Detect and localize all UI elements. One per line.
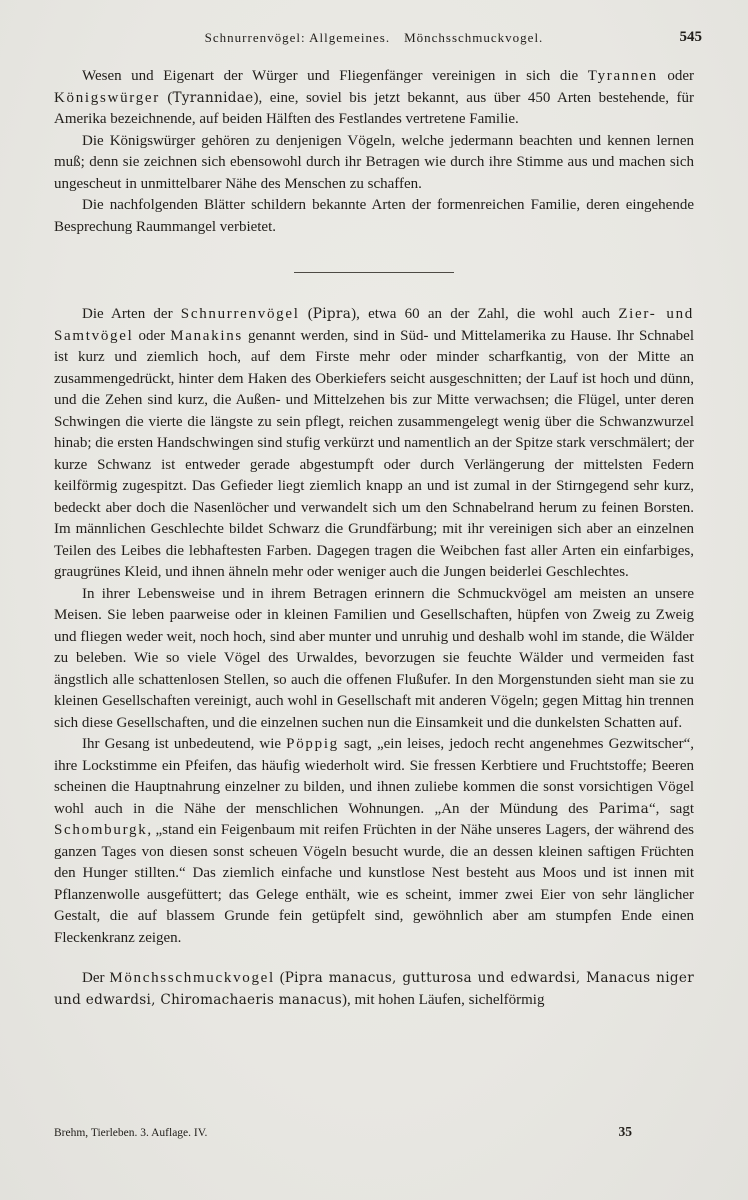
- text-run: ), etwa 60 an der Zahl, die wohl auch: [351, 306, 619, 322]
- text-run: In ihrer Lebensweise und in ihrem Betragen erinnern die Schmuckvögel am meisten an unsere Meisen. Sie leben paarweise oder in kleinen Familien und Gesellschaften, hüpfen von Zweig zu Zweig und fliegen weder weit, noch hoch, sind aber munter und unruhig und deshalb wohl im stande, die Wälder zu beleben. Wie so viele Vögel des Urwaldes, bevorzugen sie feuchte Wälder und vermeiden fast ängstlich alle schattenlosen Stellen, so auch die offenen Flußufer. In den Morgenstunden sieht man sie zu kleinen Gesellschaften vereinigt, auch wohl in Gesellschaft mit anderen Vögeln; gegen Mittag hin trennen sich diese Gesellschaften, und die einzelnen suchen nun die Einsamkeit und die dunkelsten Schatten auf.: [54, 585, 694, 731]
- text-run: (: [159, 89, 173, 106]
- page-number: 545: [679, 29, 702, 45]
- text-run: “, sagt: [649, 800, 694, 817]
- text-run: genannt werden, sind in Süd- und Mittelamerika zu Hause. Ihr Schnabel ist kurz und ziemlich hoch, auf dem Firste mehr oder minder scharfkantig, von der Mitte an zusammengedrückt, hinter dem Haken des Oberkiefers seicht ausgeschnitten; der Lauf ist hoch und dünn, und die Zehen sind kurz, die Außen- und Mittelzehen bis zur Mitte verwachsen; die Flügel, unter deren Schwingen die vierte die längste zu sein pflegt, reichen zusammengelegt wenig über die Schwanzwurzel hinab; die ersten Handschwingen sind stufig verkürzt und namentlich an der Spitze stark verschmälert; der kurze Schwanz ist entweder gerade abgestumpft oder durch Verlängerung der mittelsten Federn keilförmig zugespitzt. Das Gefieder liegt ziemlich knapp an und ist zumal in der Stirngegend sehr kurz, bedeckt aber doch die Nasenlöcher und verwandelt sich um den Schnabelrand herum zu feinen Borsten. Im männlichen Geschlechte bildet Schwarz die Grundfärbung; mit ihr vereinigen sich aber an einzelnen Teilen des Leibes die lebhaftesten Farben. Dagegen tragen die Weibchen fast aller Arten ein einfarbiges, graugrünes Kleid, und ihnen ähneln mehr oder weniger auch die Jungen beiderlei Geschlechtes.: [54, 327, 694, 580]
- text-run: Wesen und Eigenart der Würger und Fliegenfänger vereinigen in sich die: [82, 68, 588, 84]
- text-run: Schnurrenvögel: [180, 306, 300, 322]
- text-run: Die Königswürger gehören zu denjenigen Vögeln, welche jedermann beachten und kennen lernen muß; denn sie zeichnen sich ebensowohl durch ihr Betragen wie durch ihre Stimme aus und machen sich ungescheut in unmittelbarer Nähe des Menschen zu schaffen.: [54, 132, 694, 192]
- species-paragraph: [54, 968, 694, 1011]
- text-run: (: [274, 970, 285, 986]
- text-run: Die nachfolgenden Blätter schildern bekannte Arten der formenreichen Familie, deren eingehende Besprechung Raummangel verbietet.: [54, 197, 694, 235]
- section-divider: [294, 272, 454, 273]
- text-run: Parima: [598, 800, 649, 817]
- paragraph: [54, 304, 694, 584]
- text-run: sagt, „ein leises, jedoch recht angenehmes Gezwitscher“, ihre Lockstimme ein Pfeifen, das häufig wiederholt wird. Sie fressen Kerbtiere und Fruchtstoffe; Beeren scheinen die Hauptnahrung einzelner zu bilden, und ihnen zuliebe kommen die sonst vorsichtigen Vögel wohl auch in die Nähe der menschlichen Wohnungen. „An der Mündung des: [54, 736, 694, 817]
- text-run: , „stand ein Feigenbaum mit reifen Früchten in der Nähe unseres Lagers, der während des ganzen Tages von diesen sonst scheuen Vögeln besucht wurde, die an dessen kleinen saftigen Früchten den Hunger stillten.“ Das ziemlich einfache und kunstlose Nest besteht aus Moos und ist innen mit Pflanzenwolle ausgefüttert; das Gelege enthält, wie es scheint, immer zwei Eier von sehr länglicher Gestalt, die auf blassem Grunde fein getüpfelt sind, gewöhnlich aber am stumpfen Ende einen Fleckenkranz zeigen.: [54, 822, 694, 946]
- text-run: (: [299, 306, 313, 322]
- paragraph: [54, 584, 694, 735]
- footer-citation: Brehm, Tierleben. 3. Auflage. IV.: [54, 1127, 208, 1139]
- text-run: Tyrannidae: [172, 89, 254, 106]
- paragraph: [54, 734, 694, 949]
- text-run: ), mit hohen Läufen, sichelförmig: [342, 991, 545, 1008]
- signature-number: 35: [618, 1124, 632, 1139]
- text-run: Zier- und Samtvögel: [54, 306, 695, 344]
- text-run: Pöppig: [286, 736, 339, 752]
- text-run: Pipra manacus, gutturosa und edwardsi, Manacus niger und edwardsi, Chiromachaeris manacus: [54, 970, 694, 1008]
- main-section: [54, 304, 694, 1011]
- text-run: Pipra: [312, 306, 352, 322]
- intro-section: [54, 66, 694, 238]
- text-run: Königswürger: [54, 89, 160, 106]
- text-run: Ihr Gesang ist unbedeutend, wie: [82, 736, 287, 752]
- text-run: Die Arten der: [82, 306, 181, 322]
- paragraph: [54, 195, 694, 238]
- text-run: oder: [133, 327, 171, 344]
- text-run: Schomburgk: [54, 822, 148, 838]
- text-run: Tyrannen: [587, 68, 658, 84]
- text-run: Mönchsschmuckvogel: [109, 970, 275, 986]
- text-run: Der: [82, 970, 110, 986]
- text-run: Manakins: [170, 327, 243, 344]
- page-footer: [54, 1124, 694, 1140]
- running-title: Schnurrenvögel: Allgemeines. Mönchsschmuckvogel.: [204, 30, 544, 45]
- text-run: oder: [657, 68, 694, 84]
- text-run: ), eine, soviel bis jetzt bekannt, aus über 450 Arten bestehende, für Amerika bezeichnende, auf beiden Hälften des Festlandes vertretene Familie.: [54, 89, 694, 127]
- paragraph: [54, 66, 694, 131]
- paragraph: [54, 131, 694, 196]
- page-header: [54, 29, 702, 50]
